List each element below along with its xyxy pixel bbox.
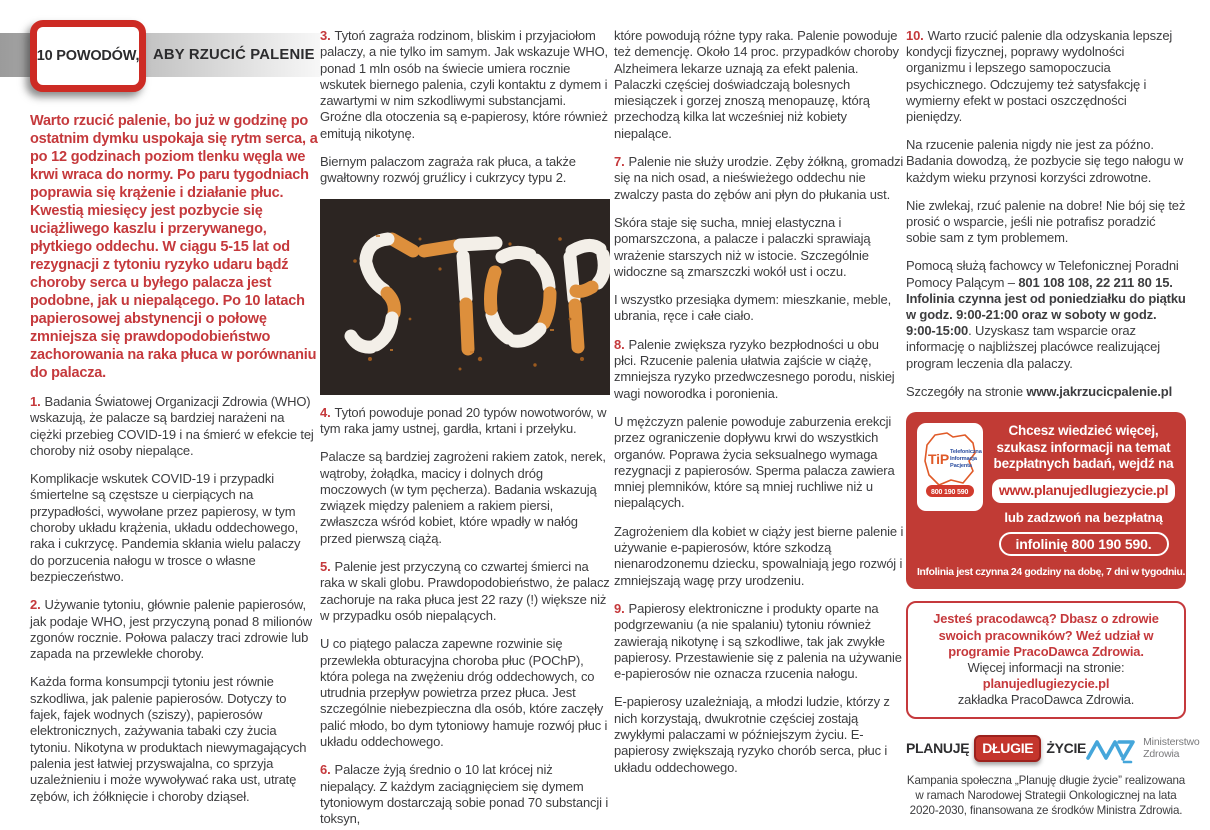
- ministry-of-health-logo: [1086, 734, 1200, 764]
- employer-tab-note: zakładka PracoDawca Zdrowia.: [957, 692, 1135, 708]
- item-10-p3: Nie zwlekaj, rzuć palenie na dobre! Nie bój się też prosić o wsparcie, jeśli nie potrafisz poradzić sobie sam z tym problemem.: [906, 197, 1186, 246]
- logos-row: [906, 734, 1200, 764]
- item-1-p2: Komplikacje wskutek COVID-19 i przypadki śmiertelne są częstsze u cierpiących na przypadłości, wywołane przez papierosy, w tym choroby układu krążenia, układu oddechowego, raka i cukrzycę. Pandemia skłania wielu palaczy do porzucenia nałogu w trosce o własne bezpieczeństwo.: [30, 471, 301, 584]
- column-4: [906, 0, 1200, 819]
- item-7-p3: I wszystko przesiąka dymem: mieszkanie, meble, ubrania, ręce i całe ciało.: [614, 292, 892, 324]
- item-2-p1: 2. Używanie tytoniu, głównie palenie papierosów, jak podaje WHO, jest przyczyną ponad 8 milionów zgonów rocznie. Połowa palaczy traci zdrowie lub zapada na przewlekłe choroby.: [30, 597, 312, 662]
- title-red-frame: [30, 20, 146, 92]
- item-8-number: 8.: [614, 336, 625, 352]
- item-4-number: 4.: [320, 404, 331, 420]
- info-red-box: [906, 412, 1186, 589]
- item-8-p1: 8. Palenie zwiększa ryzyko bezpłodności u obu płci. Rzucenie palenia ułatwia zajście w ciążę, zmniejsza ryzyko przedwczesnego porodu, niskiej wagi noworodka i poronienia.: [614, 336, 895, 401]
- column-3: [614, 0, 904, 788]
- item-8-p2: U mężczyzn palenie powoduje zaburzenia erekcji przez ograniczenie dopływu krwi do wszystkich organów. Poprawa życia seksualnego wymaga rezygnacji z papierosów. Sperma palacza zawiera mniej plemników, które są mniej ruchliwe niż u niepalących.: [614, 413, 895, 511]
- employer-link[interactable]: planujedlugiezycie.pl: [982, 676, 1110, 692]
- item-3-p2: Biernym palaczom zagraża rak płuca, a także gwałtowny rozwój gruźlicy i cukrzycy typu 2.: [320, 154, 576, 186]
- item-10-number: 10.: [906, 28, 924, 43]
- helpline-numbers: 801 108 108, 22 211 80 15. Infolinia czynna jest od poniedziałku do piątku w godz. 9:00-21:00 oraz w soboty w godz. 9:00-15:00: [906, 274, 1186, 339]
- item-9-p2: E-papierosy uzależniają, a młodzi ludzie, którzy z nich korzystają, dwukrotnie częściej zostają zwykłymi palaczami w późniejszym życiu. E-papierosy zwiększają ryzyko chorób serca, płuc i układu oddechowego.: [614, 694, 890, 775]
- infoline-hours: Infolinia jest czynna 24 godziny na dobę, 7 dni w tygodniu.: [917, 567, 1186, 579]
- item-6-number: 6.: [320, 762, 331, 778]
- item-1-number: 1.: [30, 394, 41, 409]
- ministry-label: Ministerstwo Zdrowia: [1143, 736, 1200, 760]
- item-5-number: 5.: [320, 559, 331, 575]
- page-title: ABY RZUCIĆ PALENIE: [153, 47, 315, 63]
- campaign-footer: Kampania społeczna „Planuję długie życie” realizowana w ramach Narodowej Strategii Onkologicznej na lata 2020-2030, finansowana ze środków Ministra Zdrowia.: [906, 773, 1186, 818]
- item-8-p3: Zagrożeniem dla kobiet w ciąży jest bierne palenie i używanie e-papierosów, które szkodzą nienarodzonemu dziecku, spowalniają jego rozwój i zmniejszają wagę przy urodzeniu.: [614, 523, 904, 588]
- details-paragraph: Szczegóły na stronie www.jakrzucicpalenie.pl: [906, 383, 1173, 399]
- item-10-p1: 10. Warto rzucić palenie dla odzyskania lepszej kondycji fizycznej, poprawy wydolności organizmu i lepszego samopoczucia psychicznego. Odczujemy też satysfakcję i wymierny efekt w postaci oszczędności pieniędzy.: [906, 28, 1173, 125]
- item-9-p1: 9. Papierosy elektroniczne i produkty oparte na podgrzewaniu (a nie spalaniu) tytoniu również zawierają nikotynę i są szkodliwe, tak jak zwykłe papierosy. Przestawienie się z palenia na używanie e-papierosów nie oznacza rzucenia nałogu.: [614, 600, 902, 682]
- infobox-or-text: lub zadzwoń na bezpłatną: [1004, 509, 1163, 525]
- svg-text:Informacja: Informacja: [950, 456, 977, 463]
- planuje-dlugie-zycie-logo: PLANUJĘ DŁUGIE ŻYCIE: [906, 735, 1086, 761]
- svg-text:TiP: TiP: [928, 451, 950, 468]
- item-4-p2: Palacze są bardziej zagrożeni rakiem zatok, nerek, wątroby, żołądka, macicy i dolnych dróg moczowych (w tym pęcherza). Badania wskazują związek między paleniem a rakiem piersi, zwłaszcza wśród kobiet, które wpadły w nałóg przed pierwszą ciążą.: [320, 449, 606, 546]
- column-1: [30, 0, 318, 817]
- item-4-p1: 4. Tytoń powoduje ponad 20 typów nowotworów, w tym raka jamy ustnej, gardła, krtani i przełyku.: [320, 404, 607, 436]
- svg-text:800 190 590: 800 190 590: [931, 489, 969, 497]
- item-3-p1: 3. Tytoń zagraża rodzinom, bliskim i przyjaciołom palaczy, a nie tylko im samym. Jak wskazuje WHO, ponad 1 mln osób na świecie umiera rocznie wskutek biernego palenia, czyli kontaktu z dymem i zawartymi w nim szkodliwymi substancjami. Groźne dla otoczenia są e-papierosy, które również emitują nikotynę.: [320, 28, 609, 141]
- employer-question: Jesteś pracodawcą? Dbasz o zdrowie swoich pracowników? Weź udział w programie PracoDawca Zdrowia.: [933, 611, 1159, 659]
- page-title-badge: 10 POWODÓW,: [36, 48, 140, 64]
- svg-text:Pacjenta: Pacjenta: [950, 463, 972, 470]
- intro-paragraph: Warto rzucić palenie, bo już w godzinę po ostatnim dymku uspokaja się rytm serca, a po 12 godzinach poziom tlenku węgla we krwi wraca do normy. Po paru tygodniach poprawia się krążenie i działanie płuc. Kwestią miesięcy jest pozbycie się uciążliwego kaszlu i przerywanego, płytkiego oddechu. W ciągu 5-15 lat od rezygnacji z tytoniu ryzyko udaru bądź choroby serca u byłego palacza jest podobne, jak u niepalącego. Po 10 latach papierosowej abstynencji o połowę zmniejsza się prawdopodobieństwo zachorowania na raka płuca w porównaniu do palacza.: [30, 113, 318, 381]
- helpline-paragraph: Pomocą służą fachowcy w Telefonicznej Poradni Pomocy Palącym – 801 108 108, 22 211 80 15. Infolinia czynna jest od poniedziałku do piątku w godz. 9:00-21:00 oraz w soboty w godz. 9:00-15:00. Uzyskasz tam wsparcie oraz informację o najbliższej placówce realizującej program leczenia dla palaczy.: [906, 258, 1186, 371]
- column-2: [320, 0, 610, 830]
- tip-logo: [917, 423, 983, 511]
- item-2-p2: Każda forma konsumpcji tytoniu jest równie szkodliwa, jak palenie papierosów. Dotyczy to fajek, fajek wodnych (sziszy), papierosów elektronicznych, zażywania tabaki czy żucia tytoniu. Nikotyna w produktach niewymagających palenia jest łatwiej przyswajalna, co sprzyja uzależnieniu i może wywoływać raka ust, utratę zębów, ich żółknięcie i choroby dziąseł.: [30, 674, 307, 804]
- employer-more-info: Więcej informacji na stronie:: [967, 659, 1125, 675]
- jakrzucicpalenie-link[interactable]: www.jakrzucicpalenie.pl: [1026, 383, 1173, 399]
- ministry-zigzag-icon: [1086, 734, 1138, 764]
- infoline-pill[interactable]: infolinię 800 190 590.: [999, 532, 1169, 556]
- item-6-continuation: które powodują różne typy raka. Palenie powoduje też demencję. Około 14 proc. przypadków choroby Alzheimera lekarze uznają za efekt palenia. Palaczki częściej doświadczają bolesnych miesiączek i gorzej znoszą menopauzę, którą przechodzą kilka lat wcześniej niż kobiety niepalące.: [614, 28, 899, 141]
- planujedlugiezycie-link[interactable]: www.planujedlugiezycie.pl: [992, 479, 1175, 503]
- item-5-p1: 5. Palenie jest przyczyną co czwartej śmierci na raka w skali globu. Prawdopodobieństwo, że palacz zachoruje na raka płuca jest 22 razy (!) większe niż w przypadku osób niepalących.: [320, 559, 610, 623]
- item-7-p2: Skóra staje się sucha, mniej elastyczna i pomarszczona, a palacze i palaczki sprawiają wrażenie starszych niż w istocie. Szczególnie widoczne są zmarszczki wokół ust i oczu.: [614, 214, 871, 279]
- item-3-number: 3.: [320, 28, 331, 43]
- item-2-number: 2.: [30, 597, 41, 613]
- item-1-p1: 1. Badania Światowej Organizacji Zdrowia (WHO) wskazują, że palacze są bardziej narażeni na ciężki przebieg COVID-19 i na śmierć w efekcie tej choroby niż osoby niepalące.: [30, 394, 314, 458]
- item-7-number: 7.: [614, 154, 625, 170]
- stop-cigarettes-image: [320, 199, 610, 395]
- item-7-p1: 7. Palenie nie służy urodzie. Zęby żółkną, gromadzi się na nich osad, a nieświeżego oddechu nie zwalczy pasta do zębów ani płyn do płukania ust.: [614, 154, 904, 202]
- svg-text:Telefoniczna: Telefoniczna: [950, 449, 982, 456]
- item-10-p2: Na rzucenie palenia nigdy nie jest za późno. Badania dowodzą, że pozbycie się tego nałogu w każdym wieku przynosi korzyści zdrowotne.: [906, 137, 1184, 185]
- item-6-p1: 6. Palacze żyją średnio o 10 lat krócej niż niepalący. Z każdym zaciągnięciem się dymem tytoniowym dostarczają sobie ponad 70 substancji i toksyn,: [320, 762, 609, 827]
- dlugie-red-box: DŁUGIE: [974, 735, 1041, 761]
- item-5-p2: U co piątego palacza zapewne rozwinie się przewlekła obturacyjna choroba płuc (POChP), która polega na zwężeniu dróg oddechowych, co utrudnia przepływ powietrza przez płuca. Jest szczególnie niebezpieczna dla osób, które zaczęły palić młodo, bo dym tytoniowy hamuje rozwój płuc i układu oddechowego.: [320, 636, 608, 750]
- infobox-heading: Chcesz wiedzieć więcej, szukasz informacji na temat bezpłatnych badań, wejdź na: [993, 423, 1174, 472]
- item-9-number: 9.: [614, 600, 625, 616]
- employer-box: [906, 601, 1186, 718]
